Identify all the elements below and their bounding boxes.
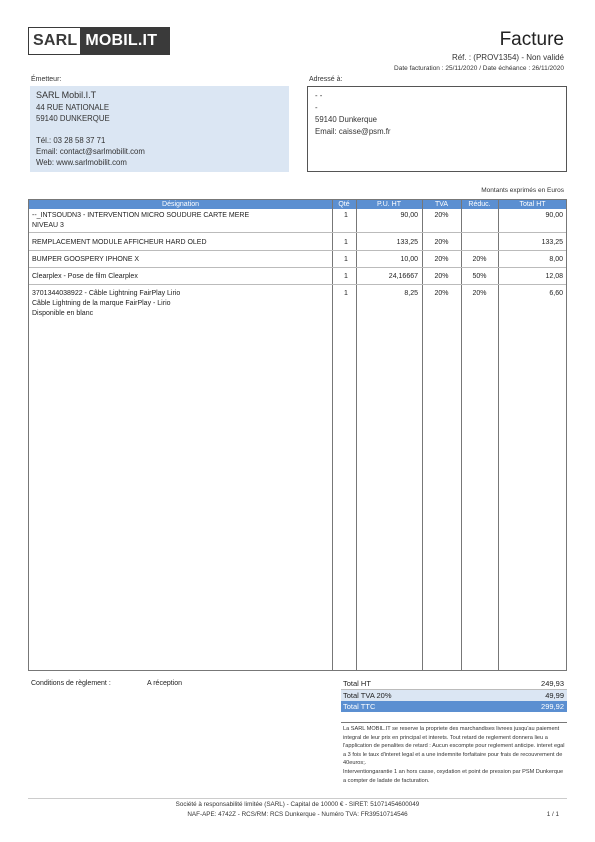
header-total: Total HT <box>519 201 546 208</box>
invoice-reference: Réf. : (PROV1354) - Non validé <box>451 53 564 62</box>
row-discount: 20% <box>472 290 487 297</box>
row-separator <box>29 232 566 233</box>
recipient-line3: 59140 Dunkerque <box>315 115 377 124</box>
emitter-phone: Tél.: 03 28 58 37 71 <box>36 136 106 145</box>
row-qty: 1 <box>344 290 348 297</box>
payment-terms-label: Conditions de règlement : <box>31 680 111 687</box>
col-divider <box>332 200 333 670</box>
row-designation: REMPLACEMENT MODULE AFFICHEUR HARD OLED <box>32 239 207 246</box>
footer-line2: NAF-APE: 4742Z - RCS/RM: RCS Dunkerque - Numéro TVA: FR39510714546 <box>187 811 408 818</box>
recipient-line2: - <box>315 103 318 112</box>
total-ttc-label: Total TTC <box>343 702 376 711</box>
emitter-address2: 59140 DUNKERQUE <box>36 114 110 123</box>
logo-part2: MOBIL.IT <box>80 28 169 54</box>
row-separator <box>29 250 566 251</box>
row-total: 8,00 <box>549 256 563 263</box>
row-tva: 20% <box>434 290 449 297</box>
total-ttc-row <box>341 701 567 712</box>
recipient-label: Adressé à: <box>309 76 343 83</box>
totals-block <box>341 678 567 712</box>
legal-notice <box>341 722 567 785</box>
items-table <box>28 199 567 671</box>
row-unit-price: 133,25 <box>396 239 418 246</box>
row-tva: 20% <box>434 256 449 263</box>
logo-part1: SARL <box>29 28 80 54</box>
header-discount: Réduc. <box>468 201 491 208</box>
row-designation: --_INTSOUDN3 - INTERVENTION MICRO SOUDURE CARTE MERE <box>32 212 250 219</box>
row-designation: BUMPER GOOSPERY IPHONE X <box>32 256 140 263</box>
row-qty: 1 <box>344 273 348 280</box>
emitter-email: Email: contact@sarlmobilit.com <box>36 147 145 156</box>
total-ht-label: Total HT <box>343 679 371 688</box>
row-total: 6,60 <box>549 290 563 297</box>
col-divider <box>356 200 357 670</box>
company-logo <box>28 27 170 55</box>
header-unit-price: P.U. HT <box>377 201 401 208</box>
row-tva: 20% <box>434 239 449 246</box>
row-discount: 20% <box>472 256 487 263</box>
emitter-name: SARL Mobil.I.T <box>36 90 97 100</box>
row-qty: 1 <box>344 239 348 246</box>
row-designation-line3: Disponible en blanc <box>32 310 94 317</box>
row-unit-price: 10,00 <box>400 256 418 263</box>
header-qty: Qté <box>338 201 350 208</box>
row-tva: 20% <box>434 273 449 280</box>
total-tva-label: Total TVA 20% <box>343 691 392 700</box>
footer-divider <box>28 798 567 799</box>
payment-terms-value: A réception <box>147 680 183 687</box>
row-separator <box>29 284 566 285</box>
header-tva: TVA <box>434 201 449 208</box>
row-unit-price: 90,00 <box>400 212 418 219</box>
total-tva-row <box>341 690 567 701</box>
recipient-line4: Email: caisse@psm.fr <box>315 127 391 136</box>
legal-text-2: Interventiongarantie 1 an hors casse, oxydation et point de pression par PSM Dunkerque a compter de ladate de facturation. <box>343 768 564 784</box>
emitter-box <box>30 86 289 172</box>
emitter-web: Web: www.sarlmobilit.com <box>36 158 127 167</box>
emitter-address1: 44 RUE NATIONALE <box>36 103 110 112</box>
row-designation: 3701344038922 - Câble Lightning FairPlay Lirio <box>32 290 181 297</box>
col-divider <box>498 200 499 670</box>
row-discount: 50% <box>472 273 487 280</box>
row-tva: 20% <box>434 212 449 219</box>
page-title: Facture <box>499 29 564 50</box>
header-designation: Désignation <box>162 201 199 208</box>
row-qty: 1 <box>344 212 348 219</box>
total-ttc-value: 299,92 <box>541 702 564 711</box>
row-designation-line2: Câble Lightning de la marque FairPlay - Lirio <box>32 300 171 307</box>
total-ht-row <box>341 678 567 690</box>
total-tva-value: 49,99 <box>545 691 564 700</box>
row-qty: 1 <box>344 256 348 263</box>
col-divider <box>422 200 423 670</box>
row-unit-price: 8,25 <box>404 290 418 297</box>
recipient-box <box>307 86 567 172</box>
currency-note: Montants exprimés en Euros <box>481 187 564 194</box>
recipient-line1: - - <box>315 91 323 100</box>
legal-text-1: La SARL MOBIL.IT se reserve la propriete des marchandises livrees jusqu'au paiement integral de leur prix en principal et interets. Tout retard de reglement donnera lieu a l'application de penalites de retard : Aucun escompte pour reglement anticipe. interet egal a 3 fois le taux d'interet legal et a une indemnite forfaitaire pour frais de recouvrement de 40euros;. <box>343 726 565 767</box>
row-unit-price: 24,16667 <box>388 273 418 280</box>
footer-line1: Société à responsabilité limitée (SARL) - Capital de 10000 € - SIRET: 51071454600049 <box>175 801 420 808</box>
row-designation-line2: NIVEAU 3 <box>32 222 64 229</box>
row-total: 90,00 <box>545 212 563 219</box>
row-total: 12,08 <box>545 273 563 280</box>
total-ht-value: 249,93 <box>541 679 564 688</box>
emitter-label: Émetteur: <box>31 76 62 83</box>
row-designation: Clearplex - Pose de film Clearplex <box>32 273 138 280</box>
invoice-dates: Date facturation : 25/11/2020 / Date échéance : 26/11/2020 <box>394 65 564 72</box>
row-total: 133,25 <box>541 239 563 246</box>
col-divider <box>461 200 462 670</box>
row-separator <box>29 267 566 268</box>
page-number: 1 / 1 <box>546 811 559 818</box>
